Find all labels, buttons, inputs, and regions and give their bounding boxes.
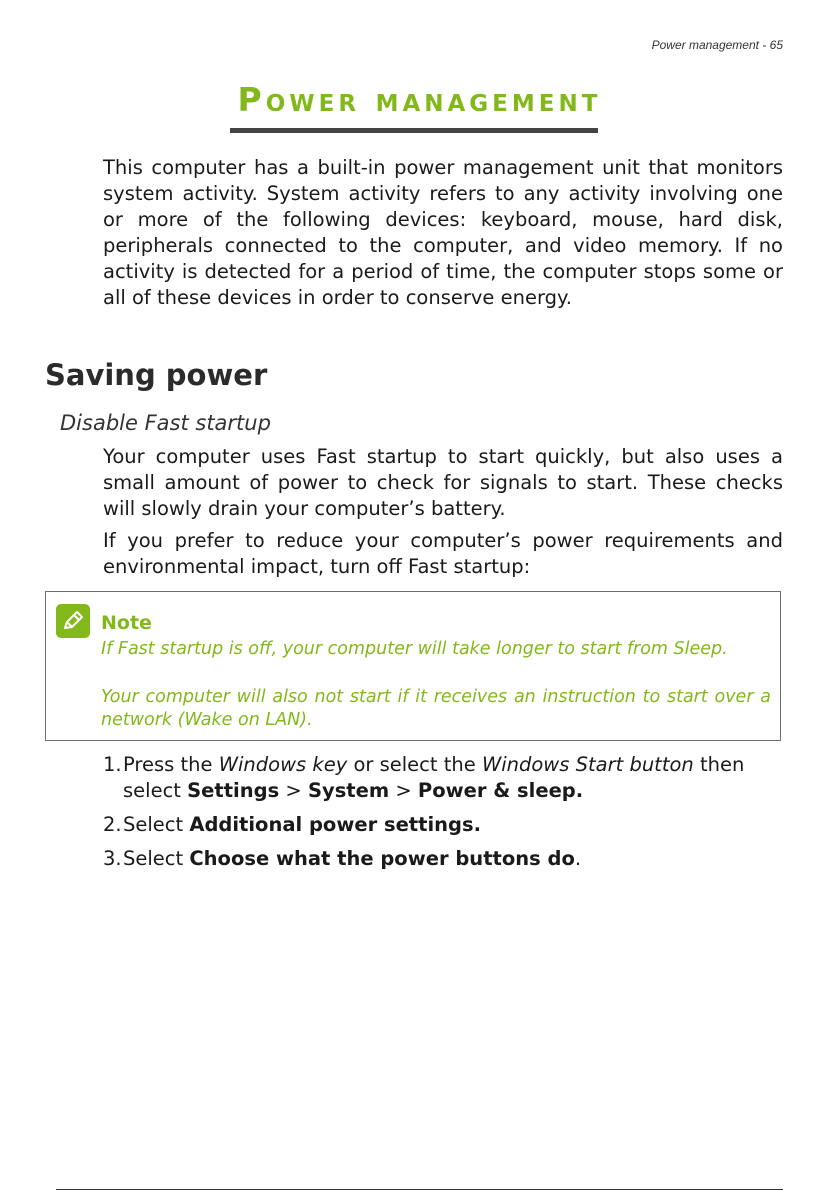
note-text: Your computer will also not start if it receives an instruction to start over a network (Wake on LAN). xyxy=(101,687,771,730)
section-heading: Saving power xyxy=(45,358,268,392)
pencil-icon xyxy=(56,604,90,638)
running-head: Power management - 65 xyxy=(651,38,783,52)
intro-paragraph: This computer has a built-in power management unit that monitors system activity. System activity refers to any activity involving one or more of the following devices: keyboard, mouse, hard disk, peripherals connected to the computer, and video memory. If no activity is detected for a period of time, the computer stops some or all of these devices in order to conserve energy. xyxy=(103,156,783,309)
step-text: Windows Start button xyxy=(481,753,694,776)
title-underline xyxy=(230,128,598,133)
step-text: Choose what the power buttons do xyxy=(189,847,575,870)
steps-list xyxy=(103,752,783,880)
reduce-power-paragraph: If you prefer to reduce your computer’s power requirements and environmental impact, turn off Fast startup: xyxy=(103,529,783,578)
step-text: . xyxy=(574,847,582,870)
subsection-heading: Disable Fast startup xyxy=(60,411,271,435)
footer-rule xyxy=(56,1189,783,1190)
step-text: Select xyxy=(123,813,190,836)
note-label: Note xyxy=(101,612,152,634)
step-text: Windows key xyxy=(218,753,348,776)
list-item xyxy=(103,812,783,838)
step-text: Additional power settings. xyxy=(189,813,481,836)
step-text: Press the xyxy=(123,753,219,776)
step-text: then select xyxy=(123,753,745,802)
note-box xyxy=(45,591,781,741)
chapter-title: Power management xyxy=(237,80,602,119)
list-item xyxy=(103,752,783,804)
step-text: > xyxy=(389,779,418,802)
step-number: 2. xyxy=(103,813,122,836)
step-number: 1. xyxy=(103,753,122,776)
step-text: or select the xyxy=(347,753,482,776)
step-text: Select xyxy=(123,847,190,870)
step-text: Settings xyxy=(187,779,280,802)
fast-startup-paragraph: Your computer uses Fast startup to start quickly, but also uses a small amount of power to check for signals to start. These checks will slowly drain your computer’s battery. xyxy=(103,445,783,520)
note-text: If Fast startup is off, your computer will take longer to start from Sleep. xyxy=(101,639,728,659)
step-number: 3. xyxy=(103,847,122,870)
step-text: System xyxy=(307,779,390,802)
list-item xyxy=(103,846,783,872)
step-text: > xyxy=(279,779,308,802)
step-text: Power & sleep. xyxy=(417,779,584,802)
